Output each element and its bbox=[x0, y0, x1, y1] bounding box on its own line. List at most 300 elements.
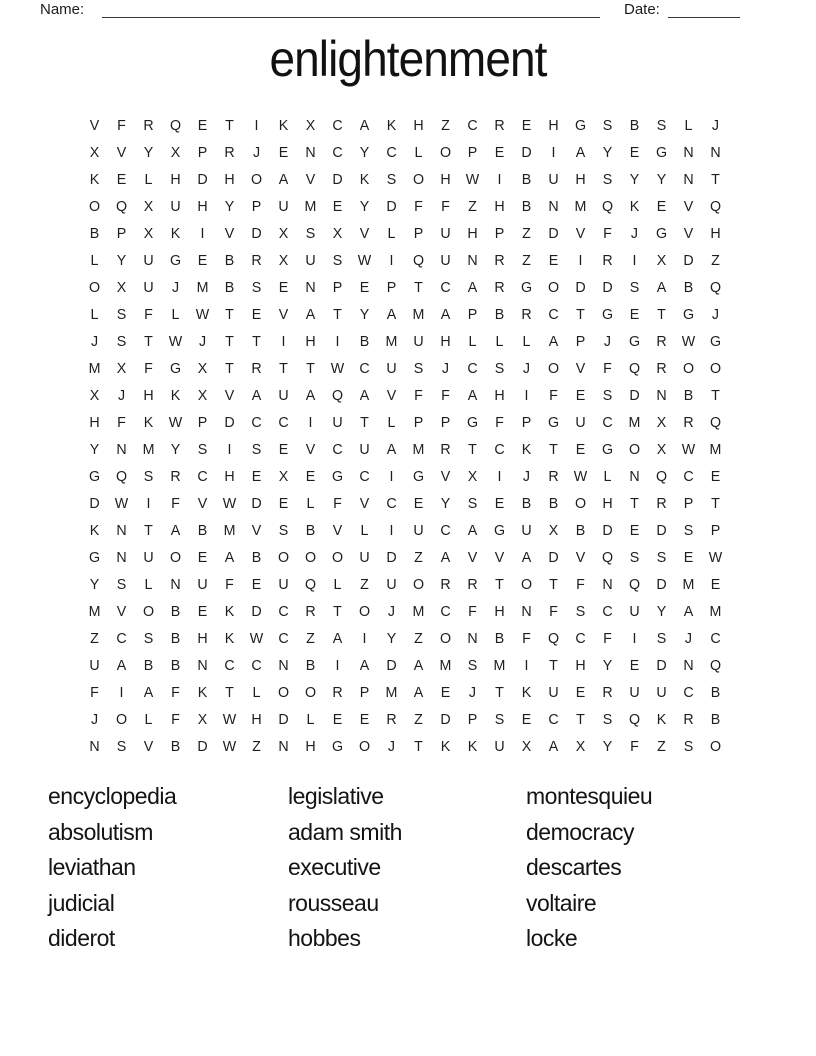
grid-cell-letter: T bbox=[225, 684, 234, 701]
grid-cell-letter: S bbox=[683, 738, 694, 755]
grid-cell-letter: U bbox=[413, 333, 424, 350]
grid-cell-letter: U bbox=[386, 576, 397, 593]
grid-cell-letter: N bbox=[629, 468, 640, 485]
grid-row bbox=[81, 382, 729, 409]
grid-cell-letter: X bbox=[197, 360, 208, 377]
grid-cell-letter: B bbox=[170, 657, 181, 674]
grid-cell-letter: P bbox=[386, 279, 397, 296]
date-label: Date: bbox=[624, 1, 660, 18]
grid-cell-letter: L bbox=[603, 468, 612, 485]
grid-cell-letter: C bbox=[332, 117, 343, 134]
grid-cell-letter: E bbox=[278, 144, 289, 161]
grid-cell-letter: M bbox=[88, 360, 101, 377]
grid-cell-letter: O bbox=[709, 738, 722, 755]
grid-cell-letter: G bbox=[169, 360, 182, 377]
grid-cell-letter: I bbox=[497, 468, 502, 485]
grid-cell-letter: F bbox=[441, 198, 450, 215]
grid-cell-letter: D bbox=[224, 414, 235, 431]
grid-cell-letter: K bbox=[89, 171, 100, 188]
grid-cell-letter: H bbox=[575, 171, 586, 188]
grid-cell-letter: W bbox=[168, 333, 183, 350]
grid-cell-letter: P bbox=[440, 414, 451, 431]
grid-cell-letter: V bbox=[575, 360, 586, 377]
grid-cell-letter: R bbox=[548, 468, 559, 485]
grid-cell-letter: O bbox=[412, 576, 425, 593]
grid-cell-letter: O bbox=[412, 171, 425, 188]
grid-cell-letter: V bbox=[386, 387, 397, 404]
grid-cell-letter: Y bbox=[656, 603, 667, 620]
grid-cell-letter: C bbox=[575, 630, 586, 647]
grid-cell-letter: C bbox=[440, 522, 451, 539]
grid-row bbox=[81, 544, 729, 571]
grid-cell-letter: E bbox=[440, 684, 451, 701]
grid-cell-letter: X bbox=[656, 252, 667, 269]
grid-cell-letter: X bbox=[89, 387, 100, 404]
grid-cell-letter: H bbox=[197, 198, 208, 215]
grid-cell-letter: L bbox=[144, 171, 153, 188]
word-list-item: voltaire bbox=[526, 889, 597, 916]
grid-cell-letter: K bbox=[629, 198, 640, 215]
grid-cell-letter: Y bbox=[602, 738, 613, 755]
grid-cell-letter: K bbox=[656, 711, 667, 728]
grid-cell-letter: I bbox=[119, 684, 124, 701]
grid-cell-letter: X bbox=[143, 225, 154, 242]
grid-cell-letter: R bbox=[386, 711, 397, 728]
grid-cell-letter: V bbox=[359, 225, 370, 242]
grid-cell-letter: N bbox=[89, 738, 100, 755]
grid-cell-letter: F bbox=[468, 603, 477, 620]
grid-cell-letter: E bbox=[332, 198, 343, 215]
grid-cell-letter: H bbox=[494, 387, 505, 404]
grid-cell-letter: Y bbox=[116, 252, 127, 269]
grid-cell-letter: R bbox=[305, 603, 316, 620]
grid-cell-letter: M bbox=[196, 279, 209, 296]
grid-cell-letter: Z bbox=[657, 738, 666, 755]
grid-cell-letter: C bbox=[332, 441, 343, 458]
grid-cell-letter: L bbox=[414, 144, 423, 161]
grid-cell-letter: N bbox=[278, 657, 289, 674]
grid-cell-letter: L bbox=[360, 522, 369, 539]
grid-cell-letter: N bbox=[305, 279, 316, 296]
grid-cell-letter: O bbox=[115, 711, 128, 728]
grid-cell-letter: S bbox=[575, 603, 586, 620]
grid-cell-letter: I bbox=[389, 468, 394, 485]
grid-cell-letter: K bbox=[170, 387, 181, 404]
grid-cell-letter: F bbox=[576, 576, 585, 593]
grid-cell-letter: Q bbox=[547, 630, 560, 647]
grid-cell-letter: S bbox=[116, 576, 127, 593]
grid-cell-letter: L bbox=[306, 495, 315, 512]
word-list-item: legislative bbox=[288, 783, 384, 809]
grid-cell-letter: T bbox=[576, 306, 585, 323]
grid-cell-letter: S bbox=[197, 441, 208, 458]
grid-cell-letter: U bbox=[278, 387, 289, 404]
grid-cell-letter: E bbox=[575, 684, 586, 701]
grid-cell-letter: T bbox=[549, 576, 558, 593]
grid-cell-letter: E bbox=[548, 252, 559, 269]
grid-cell-letter: Q bbox=[709, 414, 722, 431]
grid-cell-letter: X bbox=[656, 414, 667, 431]
grid-cell-letter: J bbox=[711, 306, 720, 323]
grid-cell-letter: P bbox=[359, 684, 370, 701]
grid-cell-letter: U bbox=[521, 522, 532, 539]
grid-cell-letter: I bbox=[551, 144, 556, 161]
grid-cell-letter: U bbox=[89, 657, 100, 674]
grid-row bbox=[81, 625, 729, 652]
grid-cell-letter: A bbox=[440, 306, 451, 323]
grid-cell-letter: H bbox=[548, 117, 559, 134]
grid-cell-letter: C bbox=[602, 414, 613, 431]
word-list-item: leviathan bbox=[48, 854, 136, 881]
grid-cell-letter: T bbox=[630, 495, 639, 512]
grid-cell-letter: O bbox=[169, 549, 182, 566]
grid-cell-letter: N bbox=[116, 522, 127, 539]
grid-cell-letter: D bbox=[251, 495, 262, 512]
grid-cell-letter: X bbox=[278, 225, 289, 242]
grid-cell-letter: E bbox=[494, 495, 505, 512]
grid-cell-letter: B bbox=[251, 549, 262, 566]
grid-cell-letter: S bbox=[386, 171, 397, 188]
grid-cell-letter: M bbox=[412, 441, 425, 458]
grid-cell-letter: J bbox=[387, 738, 396, 755]
grid-cell-letter: E bbox=[197, 117, 208, 134]
grid-cell-letter: E bbox=[683, 549, 694, 566]
grid-cell-letter: W bbox=[222, 711, 237, 728]
grid-cell-letter: X bbox=[197, 711, 208, 728]
grid-cell-letter: R bbox=[440, 576, 451, 593]
grid-cell-letter: A bbox=[467, 522, 478, 539]
grid-cell-letter: H bbox=[413, 117, 424, 134]
grid-cell-letter: S bbox=[305, 225, 316, 242]
grid-cell-letter: I bbox=[308, 414, 313, 431]
grid-cell-letter: S bbox=[656, 549, 667, 566]
grid-cell-letter: B bbox=[683, 279, 694, 296]
grid-cell-letter: H bbox=[494, 198, 505, 215]
grid-cell-letter: Q bbox=[628, 711, 641, 728]
grid-cell-letter: Q bbox=[115, 468, 128, 485]
grid-cell-letter: N bbox=[170, 576, 181, 593]
grid-row bbox=[81, 463, 729, 490]
grid-cell-letter: B bbox=[359, 333, 370, 350]
grid-cell-letter: K bbox=[224, 603, 235, 620]
grid-cell-letter: X bbox=[143, 198, 154, 215]
grid-cell-letter: I bbox=[335, 333, 340, 350]
grid-cell-letter: S bbox=[143, 468, 154, 485]
grid-cell-letter: C bbox=[548, 306, 559, 323]
grid-cell-letter: P bbox=[413, 414, 424, 431]
grid-cell-letter: Y bbox=[224, 198, 235, 215]
grid-cell-letter: U bbox=[143, 252, 154, 269]
grid-row bbox=[81, 166, 729, 193]
grid-cell-letter: E bbox=[278, 441, 289, 458]
grid-cell-letter: B bbox=[494, 306, 505, 323]
grid-cell-letter: U bbox=[629, 684, 640, 701]
grid-cell-letter: S bbox=[251, 279, 262, 296]
grid-cell-letter: G bbox=[88, 468, 101, 485]
grid-cell-letter: A bbox=[359, 387, 370, 404]
grid-cell-letter: Z bbox=[414, 630, 423, 647]
grid-cell-letter: E bbox=[494, 144, 505, 161]
grid-cell-letter: M bbox=[709, 441, 722, 458]
grid-cell-letter: P bbox=[467, 711, 478, 728]
grid-cell-letter: A bbox=[116, 657, 127, 674]
grid-cell-letter: J bbox=[198, 333, 207, 350]
grid-cell-letter: V bbox=[359, 495, 370, 512]
grid-cell-letter: L bbox=[387, 414, 396, 431]
grid-cell-letter: U bbox=[575, 414, 586, 431]
grid-cell-letter: X bbox=[305, 117, 316, 134]
grid-cell-letter: X bbox=[89, 144, 100, 161]
grid-cell-letter: N bbox=[521, 603, 532, 620]
grid-cell-letter: G bbox=[331, 738, 344, 755]
grid-cell-letter: I bbox=[200, 225, 205, 242]
grid-cell-letter: V bbox=[332, 522, 343, 539]
grid-row bbox=[81, 679, 729, 706]
grid-cell-letter: E bbox=[359, 711, 370, 728]
grid-cell-letter: E bbox=[197, 252, 208, 269]
grid-cell-letter: C bbox=[440, 279, 451, 296]
grid-cell-letter: E bbox=[629, 657, 640, 674]
grid-cell-letter: I bbox=[524, 387, 529, 404]
grid-cell-letter: H bbox=[467, 225, 478, 242]
grid-cell-letter: X bbox=[278, 468, 289, 485]
grid-cell-letter: V bbox=[440, 468, 451, 485]
grid-cell-letter: I bbox=[227, 441, 232, 458]
grid-cell-letter: T bbox=[279, 360, 288, 377]
grid-cell-letter: T bbox=[144, 333, 153, 350]
word-list-column-2 bbox=[288, 779, 402, 957]
grid-cell-letter: B bbox=[710, 684, 721, 701]
grid-cell-letter: J bbox=[522, 468, 531, 485]
grid-cell-letter: C bbox=[602, 603, 613, 620]
grid-cell-letter: J bbox=[603, 333, 612, 350]
grid-cell-letter: V bbox=[143, 738, 154, 755]
word-list-item: descartes bbox=[526, 854, 622, 881]
grid-cell-letter: G bbox=[709, 333, 722, 350]
grid-cell-letter: V bbox=[683, 225, 694, 242]
grid-cell-letter: I bbox=[254, 117, 259, 134]
grid-cell-letter: W bbox=[168, 414, 183, 431]
grid-cell-letter: C bbox=[359, 360, 370, 377]
grid-cell-letter: T bbox=[252, 333, 261, 350]
grid-row bbox=[81, 409, 729, 436]
grid-cell-letter: V bbox=[305, 171, 316, 188]
grid-cell-letter: M bbox=[574, 198, 587, 215]
grid-cell-letter: C bbox=[332, 144, 343, 161]
grid-cell-letter: O bbox=[547, 360, 560, 377]
grid-cell-letter: C bbox=[224, 657, 235, 674]
grid-cell-letter: H bbox=[575, 657, 586, 674]
grid-cell-letter: J bbox=[711, 117, 720, 134]
grid-cell-letter: G bbox=[628, 333, 641, 350]
grid-cell-letter: D bbox=[602, 522, 613, 539]
grid-cell-letter: E bbox=[521, 711, 532, 728]
grid-cell-letter: X bbox=[521, 738, 532, 755]
grid-cell-letter: U bbox=[359, 441, 370, 458]
grid-cell-letter: X bbox=[548, 522, 559, 539]
grid-cell-letter: X bbox=[116, 360, 127, 377]
grid-cell-letter: O bbox=[250, 171, 263, 188]
grid-cell-letter: I bbox=[389, 252, 394, 269]
grid-cell-letter: O bbox=[358, 603, 371, 620]
grid-cell-letter: E bbox=[710, 576, 721, 593]
grid-cell-letter: Z bbox=[90, 630, 99, 647]
grid-cell-letter: S bbox=[629, 279, 640, 296]
grid-cell-letter: K bbox=[386, 117, 397, 134]
grid-cell-letter: G bbox=[682, 306, 695, 323]
grid-cell-letter: S bbox=[602, 171, 613, 188]
grid-cell-letter: X bbox=[467, 468, 478, 485]
grid-cell-letter: S bbox=[413, 360, 424, 377]
grid-cell-letter: O bbox=[88, 198, 101, 215]
grid-cell-letter: I bbox=[524, 657, 529, 674]
grid-cell-letter: A bbox=[656, 279, 667, 296]
grid-cell-letter: B bbox=[710, 711, 721, 728]
grid-cell-letter: F bbox=[549, 603, 558, 620]
grid-cell-letter: K bbox=[278, 117, 289, 134]
grid-cell-letter: X bbox=[332, 225, 343, 242]
grid-cell-letter: O bbox=[628, 441, 641, 458]
grid-cell-letter: T bbox=[468, 441, 477, 458]
grid-cell-letter: N bbox=[305, 144, 316, 161]
grid-cell-letter: M bbox=[682, 576, 695, 593]
grid-cell-letter: N bbox=[683, 657, 694, 674]
grid-cell-letter: O bbox=[277, 684, 290, 701]
grid-cell-letter: K bbox=[521, 441, 532, 458]
grid-cell-letter: B bbox=[305, 522, 316, 539]
grid-row bbox=[81, 490, 729, 517]
grid-cell-letter: K bbox=[521, 684, 532, 701]
grid-cell-letter: W bbox=[357, 252, 372, 269]
grid-cell-letter: T bbox=[225, 117, 234, 134]
grid-cell-letter: V bbox=[224, 225, 235, 242]
grid-cell-letter: G bbox=[547, 414, 560, 431]
grid-cell-letter: F bbox=[333, 495, 342, 512]
grid-cell-letter: W bbox=[222, 738, 237, 755]
grid-cell-letter: A bbox=[305, 387, 316, 404]
grid-cell-letter: T bbox=[711, 171, 720, 188]
grid-cell-letter: A bbox=[251, 387, 262, 404]
grid-cell-letter: A bbox=[305, 306, 316, 323]
grid-cell-letter: Y bbox=[89, 576, 100, 593]
grid-cell-letter: A bbox=[170, 522, 181, 539]
grid-cell-letter: J bbox=[171, 279, 180, 296]
grid-row bbox=[81, 301, 729, 328]
grid-cell-letter: U bbox=[386, 360, 397, 377]
grid-cell-letter: R bbox=[494, 252, 505, 269]
grid-cell-letter: J bbox=[630, 225, 639, 242]
grid-cell-letter: A bbox=[683, 603, 694, 620]
grid-cell-letter: Q bbox=[601, 198, 614, 215]
grid-cell-letter: A bbox=[359, 117, 370, 134]
grid-cell-letter: S bbox=[278, 522, 289, 539]
grid-cell-letter: P bbox=[413, 225, 424, 242]
grid-cell-letter: F bbox=[414, 387, 423, 404]
grid-cell-letter: U bbox=[278, 576, 289, 593]
grid-cell-letter: U bbox=[359, 549, 370, 566]
grid-cell-letter: I bbox=[632, 252, 637, 269]
grid-cell-letter: K bbox=[359, 171, 370, 188]
grid-cell-letter: O bbox=[709, 360, 722, 377]
grid-cell-letter: I bbox=[632, 630, 637, 647]
grid-cell-letter: F bbox=[117, 117, 126, 134]
grid-cell-letter: R bbox=[656, 495, 667, 512]
grid-cell-letter: S bbox=[494, 360, 505, 377]
grid-row bbox=[81, 328, 729, 355]
grid-cell-letter: A bbox=[413, 657, 424, 674]
grid-cell-letter: J bbox=[387, 603, 396, 620]
word-search-grid bbox=[81, 112, 729, 760]
grid-cell-letter: C bbox=[440, 603, 451, 620]
grid-cell-letter: T bbox=[333, 603, 342, 620]
grid-cell-letter: H bbox=[170, 171, 181, 188]
grid-cell-letter: P bbox=[683, 495, 694, 512]
grid-cell-letter: N bbox=[602, 576, 613, 593]
grid-cell-letter: A bbox=[548, 738, 559, 755]
grid-cell-letter: T bbox=[414, 738, 423, 755]
grid-cell-letter: J bbox=[90, 711, 99, 728]
grid-cell-letter: F bbox=[603, 630, 612, 647]
grid-cell-letter: F bbox=[549, 387, 558, 404]
grid-cell-letter: O bbox=[439, 630, 452, 647]
grid-cell-letter: D bbox=[683, 252, 694, 269]
grid-cell-letter: P bbox=[575, 333, 586, 350]
grid-cell-letter: R bbox=[521, 306, 532, 323]
grid-cell-letter: V bbox=[197, 495, 208, 512]
grid-cell-letter: T bbox=[711, 495, 720, 512]
grid-cell-letter: Z bbox=[414, 711, 423, 728]
word-list-column-3 bbox=[526, 779, 652, 957]
grid-cell-letter: W bbox=[330, 360, 345, 377]
grid-cell-letter: C bbox=[494, 441, 505, 458]
grid-cell-letter: A bbox=[548, 333, 559, 350]
grid-cell-letter: B bbox=[548, 495, 559, 512]
grid-cell-letter: D bbox=[386, 549, 397, 566]
grid-cell-letter: S bbox=[683, 522, 694, 539]
grid-cell-letter: I bbox=[362, 630, 367, 647]
grid-cell-letter: T bbox=[414, 279, 423, 296]
grid-cell-letter: G bbox=[493, 522, 506, 539]
grid-cell-letter: E bbox=[251, 468, 262, 485]
grid-cell-letter: U bbox=[143, 279, 154, 296]
grid-cell-letter: B bbox=[305, 657, 316, 674]
grid-cell-letter: Q bbox=[709, 279, 722, 296]
grid-cell-letter: F bbox=[171, 711, 180, 728]
grid-cell-letter: P bbox=[521, 414, 532, 431]
grid-cell-letter: F bbox=[90, 684, 99, 701]
grid-cell-letter: D bbox=[197, 171, 208, 188]
grid-cell-letter: F bbox=[522, 630, 531, 647]
word-list-item: rousseau bbox=[288, 889, 379, 916]
grid-cell-letter: U bbox=[305, 252, 316, 269]
grid-cell-letter: M bbox=[223, 522, 236, 539]
grid-cell-letter: J bbox=[441, 360, 450, 377]
grid-cell-letter: U bbox=[170, 198, 181, 215]
grid-cell-letter: O bbox=[439, 144, 452, 161]
grid-cell-letter: O bbox=[682, 360, 695, 377]
grid-cell-letter: Q bbox=[169, 117, 182, 134]
grid-cell-letter: F bbox=[225, 576, 234, 593]
grid-cell-letter: U bbox=[629, 603, 640, 620]
grid-cell-letter: N bbox=[683, 171, 694, 188]
grid-cell-letter: Z bbox=[414, 549, 423, 566]
grid-cell-letter: W bbox=[573, 468, 588, 485]
grid-cell-letter: V bbox=[575, 549, 586, 566]
grid-cell-letter: H bbox=[251, 711, 262, 728]
word-list-item: montesquieu bbox=[526, 783, 653, 809]
grid-cell-letter: T bbox=[576, 711, 585, 728]
grid-cell-letter: L bbox=[468, 333, 477, 350]
